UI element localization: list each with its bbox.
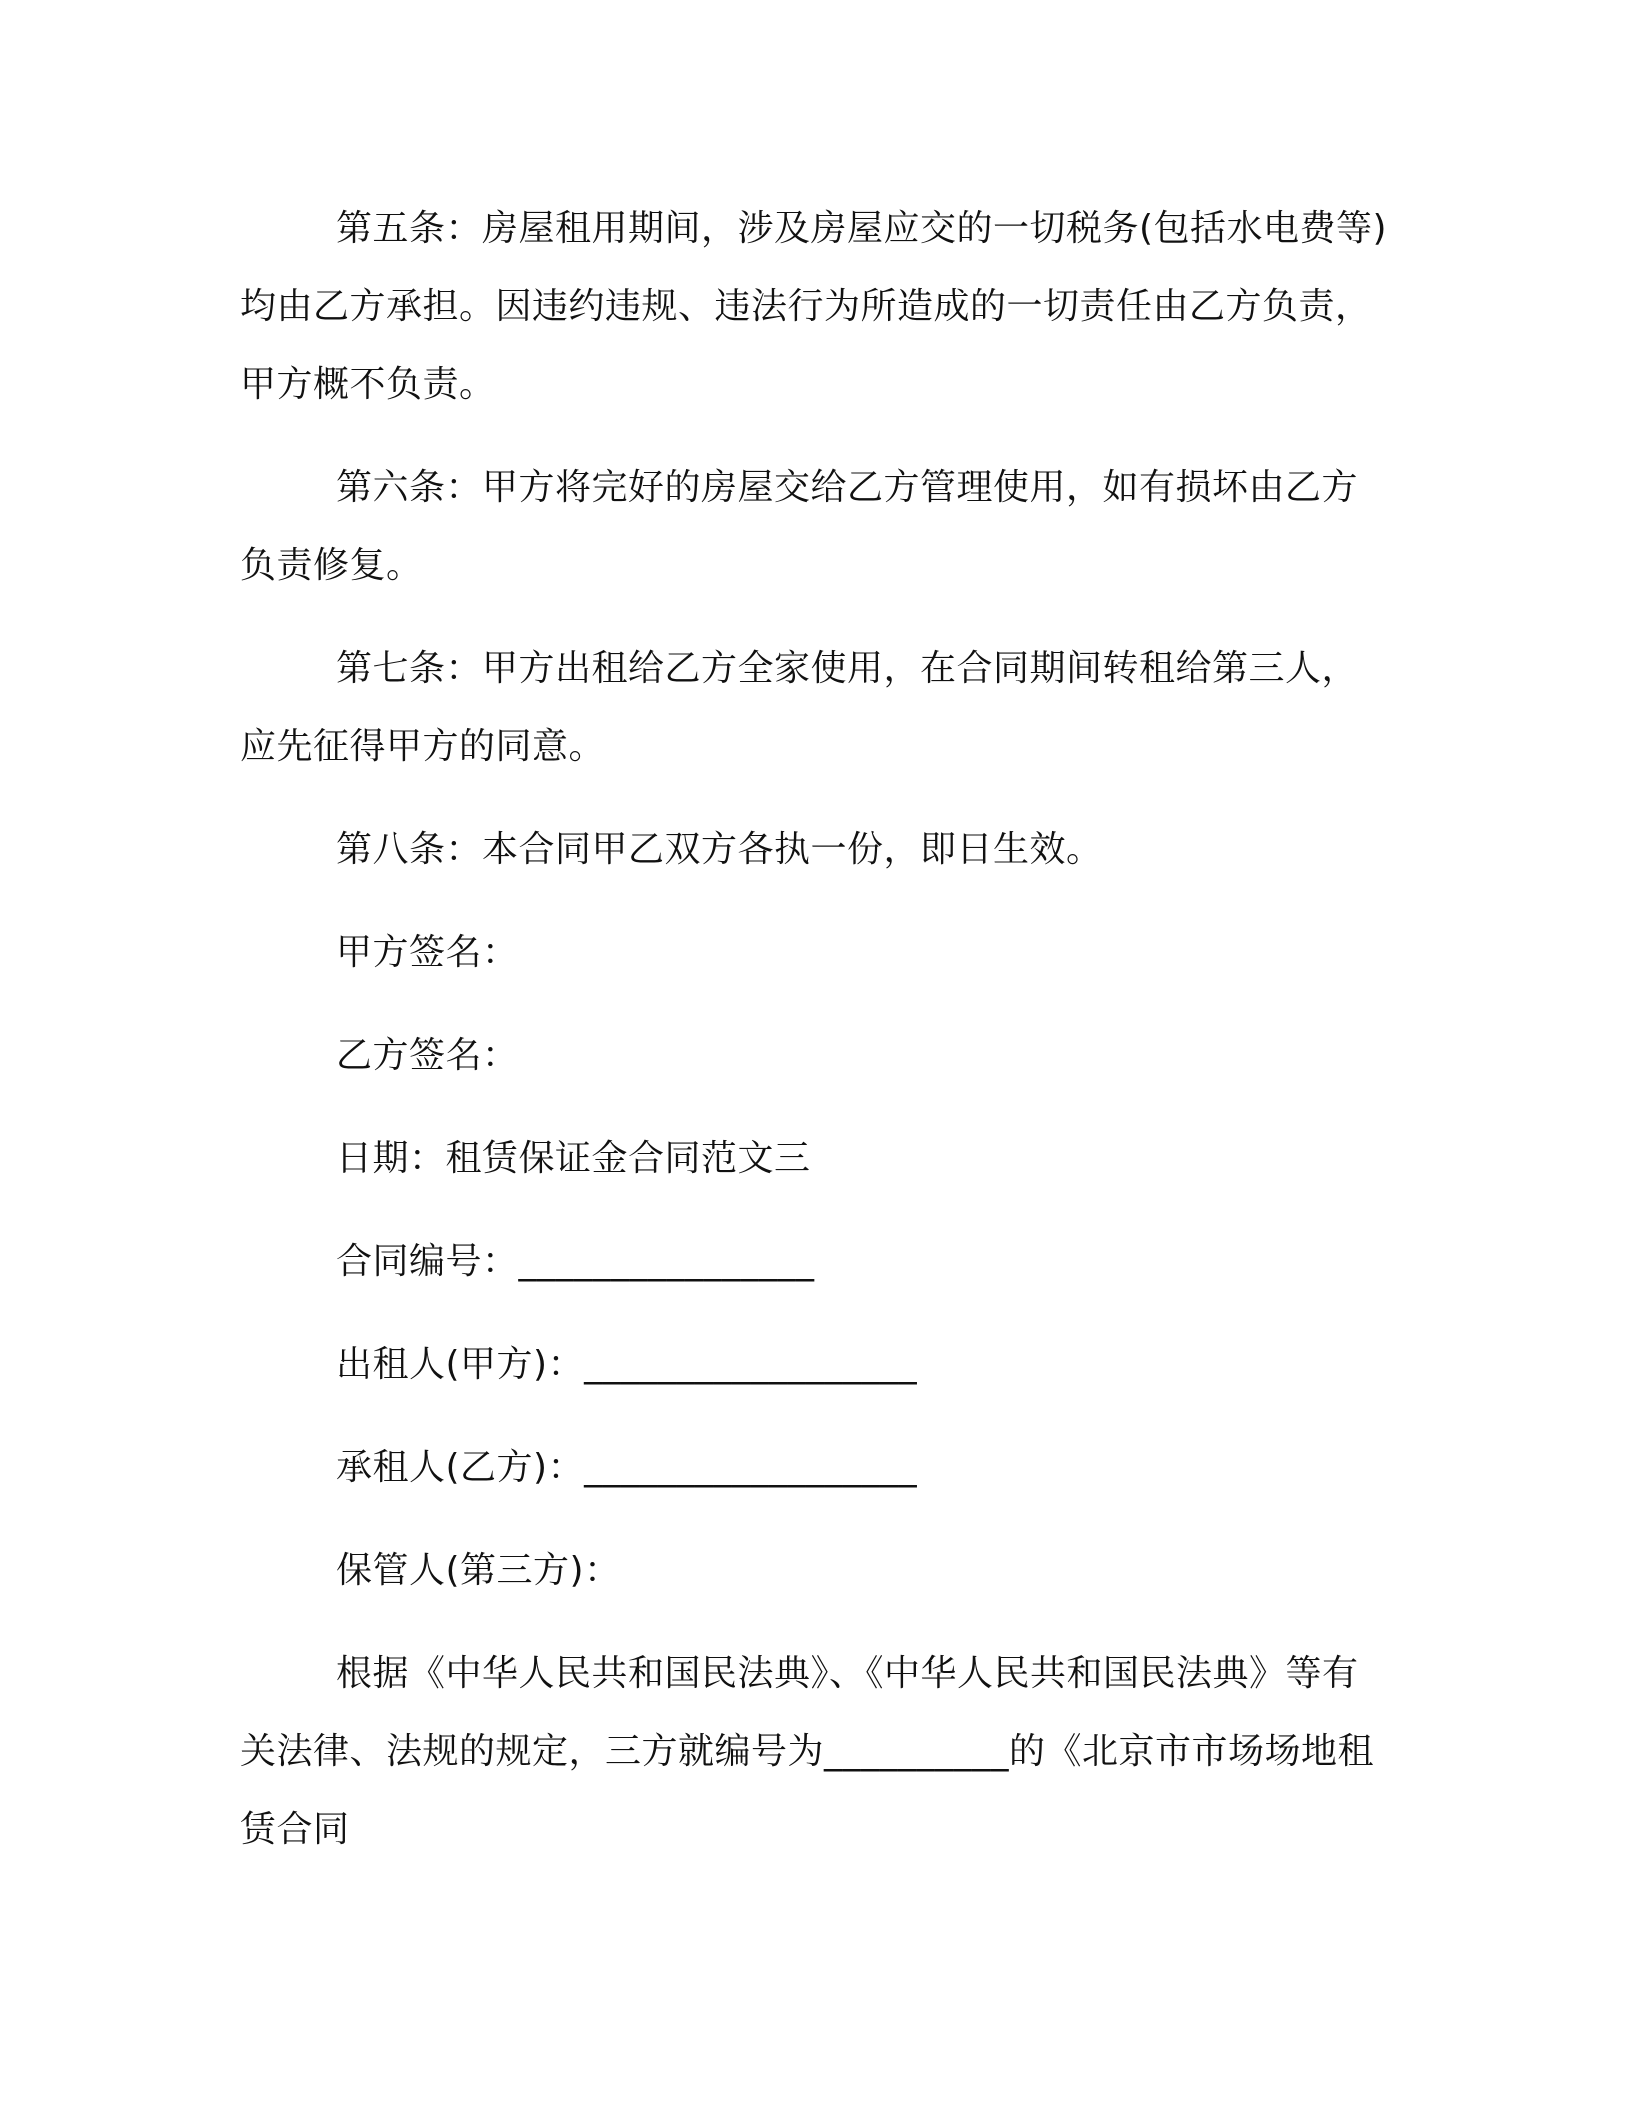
final-paragraph: 根据《中华人民共和国民法典》、《中华人民共和国民法典》等有关法律、法规的规定，三方就编号为__________的《北京市市场场地租赁合同 [240,1653,1375,1850]
custodian-line: 保管人(第三方)： [336,1550,621,1591]
article-6: 第六条：甲方将完好的房屋交给乙方管理使用，如有损坏由乙方负责修复。 [240,467,1359,586]
article-7: 第七条：甲方出租给乙方全家使用，在合同期间转租给第三人，应先征得甲方的同意。 [240,648,1359,767]
document-body [240,190,1390,1894]
date-line: 日期：租赁保证金合同范文三 [336,1138,811,1179]
article-5: 第五条：房屋租用期间，涉及房屋应交的一切税务(包括水电费等)均由乙方承担。因违约违规、违法行为所造成的一切责任由乙方负责，甲方概不负责。 [240,208,1388,405]
party-a-signature: 甲方签名： [336,932,519,973]
party-b-signature: 乙方签名： [336,1035,519,1076]
lessee-line: 承租人(乙方)：__________________ [336,1447,918,1488]
lessor-line: 出租人(甲方)：__________________ [336,1344,918,1385]
article-8: 第八条：本合同甲乙双方各执一份，即日生效。 [336,829,1103,870]
contract-number: 合同编号：________________ [336,1241,815,1282]
